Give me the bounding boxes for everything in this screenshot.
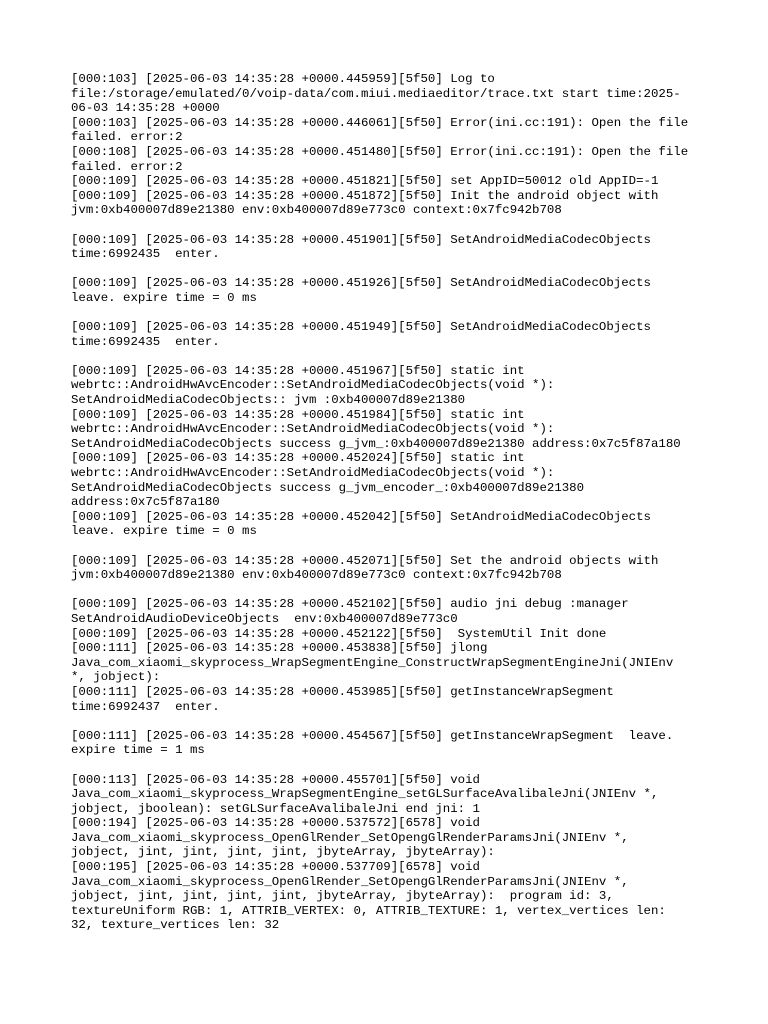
log-line: webrtc::AndroidHwAvcEncoder::SetAndroidMediaCodecObjects(void *): bbox=[71, 466, 555, 481]
log-line: time:6992435 enter. bbox=[71, 247, 220, 262]
log-line: [000:109] [2025-06-03 14:35:28 +0000.451901][5f50] SetAndroidMediaCodecObjects bbox=[71, 232, 651, 247]
log-line: 32, texture_vertices len: 32 bbox=[71, 918, 280, 933]
log-line: Java_com_xiaomi_skyprocess_OpenGlRender_SetOpengGlRenderParamsJni(JNIEnv *, bbox=[71, 874, 629, 889]
log-line: SetAndroidMediaCodecObjects success g_jvm_:0xb400007d89e21380 address:0x7c5f87a180 bbox=[71, 436, 681, 451]
log-line: 06-03 14:35:28 +0000 bbox=[71, 101, 220, 116]
log-line: Java_com_xiaomi_skyprocess_WrapSegmentEngine_ConstructWrapSegmentEngineJni(JNIEnv bbox=[71, 655, 674, 670]
log-line: [000:109] [2025-06-03 14:35:28 +0000.452102][5f50] audio jni debug :manager bbox=[71, 597, 629, 612]
log-line bbox=[71, 306, 711, 321]
log-line: textureUniform RGB: 1, ATTRIB_VERTEX: 0, ATTRIB_TEXTURE: 1, vertex_vertices len: bbox=[71, 903, 666, 918]
log-line: time:6992437 enter. bbox=[71, 699, 220, 714]
log-line: [000:109] [2025-06-03 14:35:28 +0000.451872][5f50] Init the android object with bbox=[71, 188, 659, 203]
log-line: jobject, jint, jint, jint, jint, jbyteArray, jbyteArray): program id: 3, bbox=[71, 889, 614, 904]
log-line: [000:109] [2025-06-03 14:35:28 +0000.452071][5f50] Set the android objects with bbox=[71, 553, 659, 568]
log-line: [000:195] [2025-06-03 14:35:28 +0000.537709][6578] void bbox=[71, 860, 480, 875]
log-line: jvm:0xb400007d89e21380 env:0xb400007d89e773c0 context:0x7fc942b708 bbox=[71, 568, 562, 583]
log-line bbox=[71, 714, 711, 729]
log-line: leave. expire time = 0 ms bbox=[71, 524, 257, 539]
log-line: [000:113] [2025-06-03 14:35:28 +0000.455701][5f50] void bbox=[71, 772, 480, 787]
log-line: [000:111] [2025-06-03 14:35:28 +0000.453985][5f50] getInstanceWrapSegment bbox=[71, 684, 614, 699]
log-line: [000:109] [2025-06-03 14:35:28 +0000.451984][5f50] static int bbox=[71, 407, 525, 422]
log-line: jvm:0xb400007d89e21380 env:0xb400007d89e773c0 context:0x7fc942b708 bbox=[71, 203, 562, 218]
log-line: [000:109] [2025-06-03 14:35:28 +0000.452024][5f50] static int bbox=[71, 451, 525, 466]
log-line: [000:109] [2025-06-03 14:35:28 +0000.451949][5f50] SetAndroidMediaCodecObjects bbox=[71, 320, 651, 335]
log-line: leave. expire time = 0 ms bbox=[71, 290, 257, 305]
log-line: [000:109] [2025-06-03 14:35:28 +0000.452122][5f50] SystemUtil Init done bbox=[71, 626, 607, 641]
log-line: jobject, jint, jint, jint, jint, jbyteArray, jbyteArray): bbox=[71, 845, 495, 860]
log-line bbox=[71, 218, 711, 233]
log-line: SetAndroidMediaCodecObjects:: jvm :0xb400007d89e21380 bbox=[71, 393, 466, 408]
log-line: *, jobject): bbox=[71, 670, 161, 685]
log-line: address:0x7c5f87a180 bbox=[71, 495, 220, 510]
log-line bbox=[71, 262, 711, 277]
log-line: [000:109] [2025-06-03 14:35:28 +0000.451821][5f50] set AppID=50012 old AppID=-1 bbox=[71, 174, 659, 189]
log-line: failed. error:2 bbox=[71, 159, 183, 174]
log-line: file:/storage/emulated/0/voip-data/com.miui.mediaeditor/trace.txt start time:2025- bbox=[71, 86, 681, 101]
log-line: [000:103] [2025-06-03 14:35:28 +0000.446061][5f50] Error(ini.cc:191): Open the file bbox=[71, 115, 689, 130]
log-line: expire time = 1 ms bbox=[71, 743, 205, 758]
log-line: [000:111] [2025-06-03 14:35:28 +0000.454567][5f50] getInstanceWrapSegment leave. bbox=[71, 728, 674, 743]
log-line: [000:109] [2025-06-03 14:35:28 +0000.451967][5f50] static int bbox=[71, 363, 525, 378]
log-line bbox=[71, 583, 711, 598]
log-line: [000:103] [2025-06-03 14:35:28 +0000.445959][5f50] Log to bbox=[71, 72, 495, 86]
log-line bbox=[71, 539, 711, 554]
log-line: [000:111] [2025-06-03 14:35:28 +0000.453838][5f50] jlong bbox=[71, 641, 488, 656]
log-line: jobject, jboolean): setGLSurfaceAvalibaleJni end jni: 1 bbox=[71, 801, 480, 816]
log-line bbox=[71, 758, 711, 773]
log-line: [000:194] [2025-06-03 14:35:28 +0000.537572][6578] void bbox=[71, 816, 480, 831]
log-line bbox=[71, 349, 711, 364]
log-line: Java_com_xiaomi_skyprocess_WrapSegmentEngine_setGLSurfaceAvalibaleJni(JNIEnv *, bbox=[71, 787, 659, 802]
log-line: time:6992435 enter. bbox=[71, 334, 220, 349]
log-line: SetAndroidAudioDeviceObjects env:0xb400007d89e773c0 bbox=[71, 611, 458, 626]
log-line: SetAndroidMediaCodecObjects success g_jvm_encoder_:0xb400007d89e21380 bbox=[71, 480, 585, 495]
log-line: webrtc::AndroidHwAvcEncoder::SetAndroidMediaCodecObjects(void *): bbox=[71, 378, 555, 393]
log-line: [000:108] [2025-06-03 14:35:28 +0000.451480][5f50] Error(ini.cc:191): Open the file bbox=[71, 144, 689, 159]
log-line: failed. error:2 bbox=[71, 130, 183, 145]
log-text bbox=[71, 72, 711, 933]
log-line: [000:109] [2025-06-03 14:35:28 +0000.452042][5f50] SetAndroidMediaCodecObjects bbox=[71, 509, 651, 524]
log-line: Java_com_xiaomi_skyprocess_OpenGlRender_SetOpengGlRenderParamsJni(JNIEnv *, bbox=[71, 830, 629, 845]
log-line: webrtc::AndroidHwAvcEncoder::SetAndroidMediaCodecObjects(void *): bbox=[71, 422, 555, 437]
log-line: [000:109] [2025-06-03 14:35:28 +0000.451926][5f50] SetAndroidMediaCodecObjects bbox=[71, 276, 651, 291]
